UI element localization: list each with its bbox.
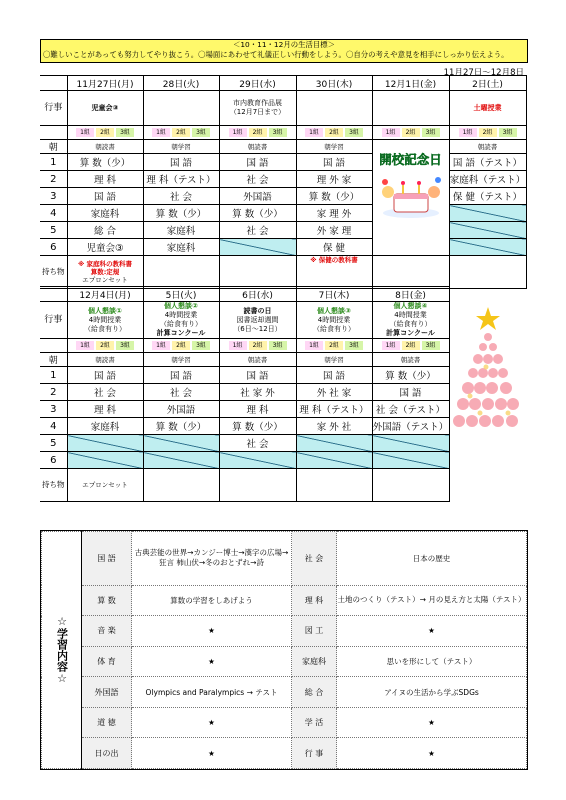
w1-date-mon: 11月27日(月) <box>67 76 143 91</box>
class-row: 1組 2組 3組 <box>67 126 143 140</box>
w2-event-thu: 個人懇談③ 4時間授業 （給食有り） <box>296 302 372 339</box>
founding-day-cell <box>372 140 449 256</box>
w2-event-tue: 個人懇談② 4時間授業 （給食有り） 計算コンクール <box>143 302 219 339</box>
week2-schedule: 12月4日(月) 5日(火) 6日(水) 7日(木) 8日(金) 行事 個人懇談① 4時間授業 （給食有り） 個人懇談② 4時間授業 （給食有り） 計算コンクール 読書の日 図書返却週間 （6日～12日） 個人懇談③ 4時間授業 （給食有り） 個人懇談④ 4時間授業 （給食有り） 計算コンクール 1組 2組 3組 1組 2組 3組 1組 2組 3組 1組 2組 3組 1組 2組 3組 朝 朝読書 朝学習 朝読書 朝学習 朝読書 1 国 語 国 語 国 語 国 語 算 数（少） 2 社 会 社 会 社 家 外 外 社 家 国 語 3 理 科 外国語 理 科 理 科（テスト） 社 会（テスト） 4 家庭科 算 数（少） 算 数（少） 家 外 社 外国語（テスト） 5 社 会 6 持ち物 エプロンセット <box>40 286 526 502</box>
learning-content-label: ☆学習内容☆ <box>42 532 82 769</box>
asa-label: 朝 <box>40 140 67 154</box>
event-label-2: 行事 <box>40 302 67 339</box>
founding-day-label: 開校記念日 <box>379 152 442 167</box>
w1-motimono-thu: ※ 保健の教科書 <box>296 256 372 289</box>
w2-motimono-mon: エプロンセット <box>67 469 143 502</box>
w1-date-thu: 30日(木) <box>296 76 372 91</box>
w2-date-fri: 8日(金) <box>372 287 449 302</box>
w2-date-wed: 6日(水) <box>219 287 296 302</box>
w1-event-wed: 市内教育作品展 （12月7日まで） <box>219 91 296 126</box>
w1-event-fri <box>372 91 449 126</box>
learning-content-box: ☆学習内容☆ 国 語 古典芸能の世界→カンジー博士→漢字の広場→狂言 柿山伏→冬のおとずれ→詩 社 会 日本の歴史 算 数 算数の学習をしあげよう 理 科 土地のつくり（テスト）→ 月の見え方と太陽（テスト） 音 楽 ★ 図 工 ★ 体 育 ★ 家庭科 思いを形にして（テスト） 外国語 Olympics and Paralympics → テスト 総 合 アイヌの生活から学ぶSDGs 道 徳 ★ 学 活 ★ 日の出 ★ 行 事 ★ <box>40 530 528 770</box>
life-goals-text: 〇難しいことがあっても努力してやり抜こう。〇場面にあわせて礼儀正しい行動をしよう。〇自分の考えや意見を相手にしっかり伝えよう。 <box>43 50 509 59</box>
w2-date-tue: 5日(火) <box>143 287 219 302</box>
life-goals-title: ＜10・11・12月の生活目標＞ <box>232 40 336 49</box>
birthday-cake-illustration <box>378 172 444 220</box>
motimono-label: 持ち物 <box>40 256 67 289</box>
christmas-tree-cell <box>449 287 526 469</box>
w1-event-thu <box>296 91 372 126</box>
w1-event-mon: 児童会③ <box>67 91 143 126</box>
heart-tree-illustration <box>450 301 526 451</box>
date-range: 11月27日～12月8日 <box>443 68 524 78</box>
w1-date-wed: 29日(水) <box>219 76 296 91</box>
w1-date-fri: 12月1日(金) <box>372 76 449 91</box>
w2-event-mon: 個人懇談① 4時間授業 （給食有り） <box>67 302 143 339</box>
w1-date-tue: 28日(火) <box>143 76 219 91</box>
life-goals-banner <box>40 39 528 63</box>
w2-event-fri: 個人懇談④ 4時間授業 （給食有り） 計算コンクール <box>372 302 449 339</box>
w1-motimono-mon: ※ 家庭科の教科書 算数:定規 エプロンセット <box>67 256 143 289</box>
w1-date-sat: 2日(土) <box>449 76 526 91</box>
w1-event-tue <box>143 91 219 126</box>
w1-event-sat: 土曜授業 <box>449 91 526 126</box>
event-label: 行事 <box>40 91 67 126</box>
w2-date-thu: 7日(木) <box>296 287 372 302</box>
w2-event-wed: 読書の日 図書返却週間 （6日～12日） <box>219 302 296 339</box>
w2-date-mon: 12月4日(月) <box>67 287 143 302</box>
week1-schedule: 11月27日(月) 28日(火) 29日(水) 30日(木) 12月1日(金) 2日(土) 行事 児童会③ 市内教育作品展 （12月7日まで） 土曜授業 1組 2組 3組 1組 2組 3組 1組 2組 3組 1組 2組 3組 1組 2組 3組 1組 2組 3組 朝 朝読書 朝学習 朝読書 朝学習 開校記念日 朝読書 1 算 数（少） 国 語 国 語 国 語 国 語（テスト） 2 理 科 理 科（テスト） 社 会 理 外 家 家庭科（テスト） 3 国 語 社 会 外国語 算 数（少） 保 健（テスト） 4 家庭科 算 数（少） 算 数（少） 家 理 外 5 総 合 家庭科 社 会 外 家 理 6 児童会③ 家庭科 保 健 持ち物 ※ 家庭科の教科書 算数:定規 エプロンセット ※ 保健の教科書 <box>40 75 527 289</box>
